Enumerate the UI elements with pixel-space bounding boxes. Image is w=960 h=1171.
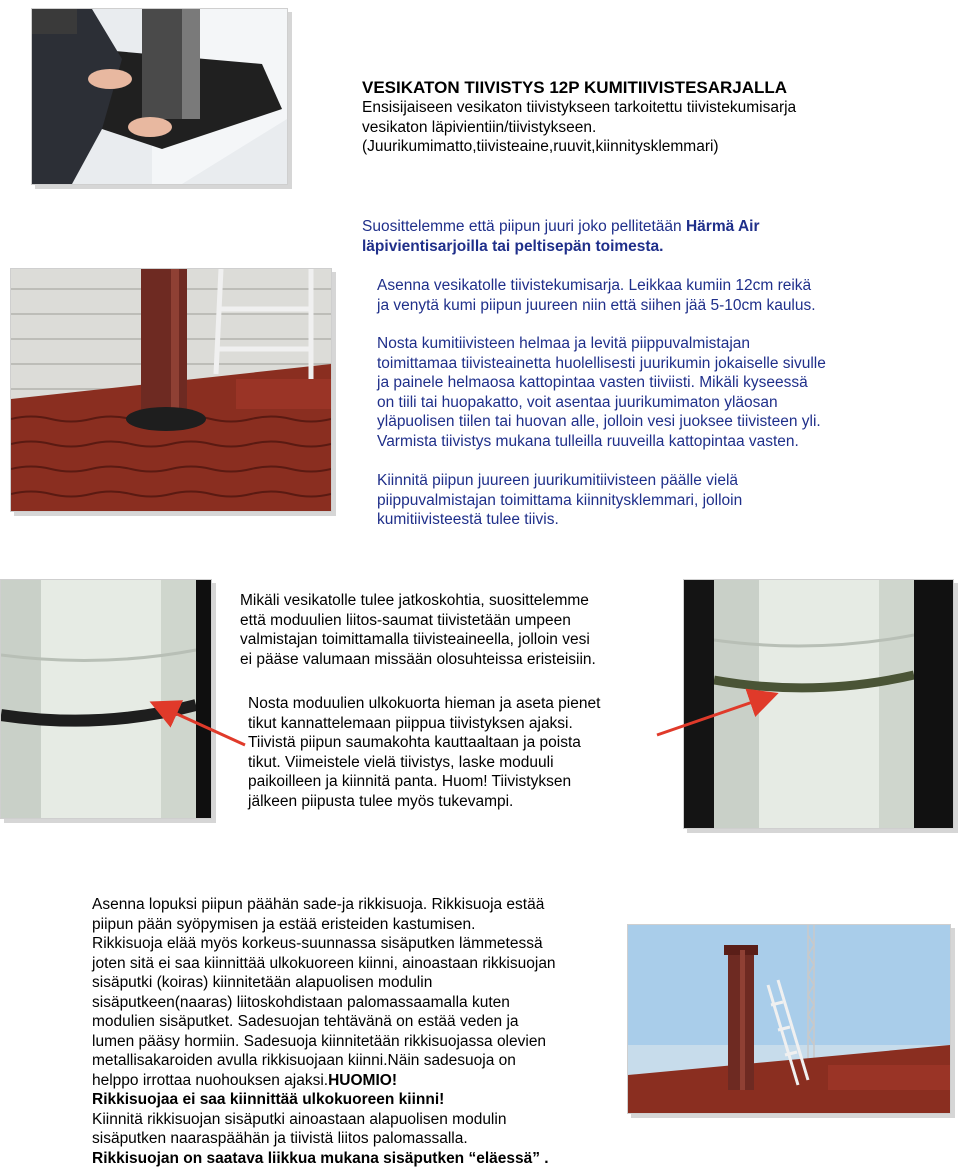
text-line: piipun pään syöpymisen ja estää eristeiden kastumisen.	[92, 915, 476, 933]
photo-chimney-with-rain-cap	[627, 924, 951, 1114]
text-line: vesikaton läpivientiin/tiivistykseen.	[362, 118, 597, 136]
text-line: metallisakaroiden avulla rikkisuojaan kiinni.Näin sadesuoja on	[92, 1052, 516, 1069]
text-line: ja venytä kumi piipun juureen niin että siihen jää 5-10cm kaulus.	[377, 296, 816, 314]
section1-title: VESIKATON TIIVISTYS 12P KUMITIIVISTESARJALLA	[362, 78, 788, 97]
text-line: on tiili tai huopakatto, voit asentaa juurikumimaton yläosan	[377, 393, 778, 411]
text-line: ei pääse valumaan missään olosuhteissa eristeisiin.	[240, 650, 596, 668]
text-line: yläpuolisen tiilen tai huovan alle, jolloin vesi juoksee tiivisteen yli.	[377, 413, 821, 430]
text-line: Nosta kumitiivisteen helmaa ja levitä piippuvalmistajan	[377, 335, 751, 352]
text-line: helppo irrottaa nuohouksen ajaksi.HUOMIO!	[92, 1071, 397, 1089]
text-line: lumen pääsy hormiin. Sadesuoja kiinnitetään rikkisuojassa olevien	[92, 1032, 547, 1050]
text-line: Tiivistä piipun saumakohta kauttaaltaan ja poista	[248, 734, 581, 751]
text-line: Suosittelemme että piipun juuri joko pellitetään Härmä Air	[362, 218, 760, 235]
text-line: että moduulien liitos-saumat tiivistetään umpeen	[240, 611, 571, 629]
text-line: (Juurikumimatto,tiivisteaine,ruuvit,kiinnitysklemmari)	[362, 138, 719, 155]
text-line: ja painele helmaosa kattopintaa vasten tiiviisti. Mikäli kyseessä	[377, 374, 808, 391]
text-line: sisäputki (koiras) kiinnitetään alapuolisen modulin	[92, 974, 433, 991]
rain-cap-instructions	[92, 895, 556, 1168]
text-line: valmistajan toimittamalla tiivisteaineella, jolloin vesi	[240, 631, 590, 648]
warning-text: Rikkisuojaa ei saa kiinnittää ulkokuoreen kiinni!	[92, 1091, 445, 1108]
text-line: Varmista tiivistys mukana tulleilla ruuveilla kattopintaa vasten.	[377, 432, 799, 450]
text-line: Rikkisuoja elää myös korkeus-suunnassa sisäputken lämmetessä	[92, 935, 543, 952]
text-line: jälkeen piipusta tulee myös tukevampi.	[248, 792, 514, 810]
text-line: tikut kannattelemaan piippua tiivistyksen ajaksi.	[248, 714, 573, 732]
arrow-left	[155, 704, 245, 745]
text-line: sisäputken naaraspäähän ja tiivistä liitos palomassalla.	[92, 1130, 468, 1147]
text-line: piippuvalmistajan toimittama kiinnitysklemmari, jolloin	[377, 491, 743, 509]
text-line: tikut. Viimeistele vielä tiivistys, laske moduuli	[248, 753, 554, 771]
brand-name: Härmä Air	[685, 218, 760, 235]
text-line: kumitiivisteestä tulee tiivis.	[377, 511, 559, 528]
warning-label: HUOMIO!	[328, 1071, 397, 1089]
text-line: Kiinnitä piipun juureen juurikumitiivisteen päälle vielä	[377, 472, 739, 489]
text-line: modulien sisäputket. Sadesuojan tehtävänä on estää veden ja	[92, 1013, 519, 1030]
warning-text: Rikkisuojan on saatava liikkua mukana sisäputken “eläessä” .	[92, 1149, 549, 1167]
text-line: sisäputkeen(naaras) liitoskohdistaan palomassaamalla kuten	[92, 993, 510, 1011]
text-line: Ensisijaiseen vesikaton tiivistykseen tarkoitettu tiivistekumisarja	[362, 99, 797, 116]
text-line: Mikäli vesikatolle tulee jatkoskohtia, suosittelemme	[240, 592, 589, 609]
text-line: Nosta moduulien ulkokuorta hieman ja aseta pienet	[248, 695, 601, 712]
text-line: toimittamaa tiivisteainetta huolellisesti juurikumin jokaiselle sivulle	[377, 354, 826, 372]
arrow-right	[657, 695, 773, 735]
text-line: joten sitä ei saa kiinnittää ulkokuoreen kiinni, ainoastaan rikkisuojan	[92, 954, 556, 972]
text-line: läpivientisarjoilla tai peltisepän toimesta.	[362, 237, 664, 255]
text-line: Asenna lopuksi piipun päähän sade-ja rikkisuoja. Rikkisuoja estää	[92, 896, 545, 913]
text-line: paikoilleen ja kiinnitä panta. Huom! Tiivistyksen	[248, 773, 572, 790]
text-line: Kiinnitä rikkisuojan sisäputki ainoastaan alapuolisen modulin	[92, 1110, 507, 1128]
text-line: Asenna vesikatolle tiivistekumisarja. Leikkaa kumiin 12cm reikä	[377, 277, 812, 294]
